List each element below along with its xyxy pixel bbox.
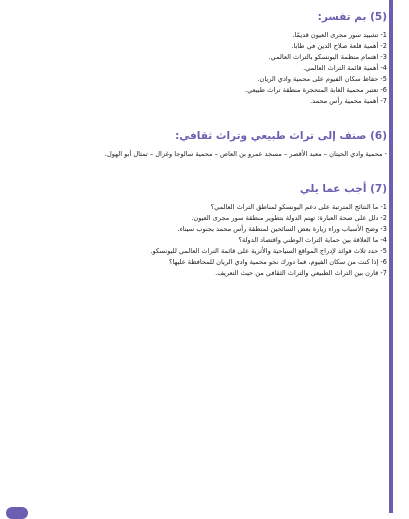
section-explain-heading: (5) بم تفسر: [317, 11, 387, 23]
list-item: 1- تشييد سور مجرى العيون قديمًا. [292, 31, 387, 39]
section-classify-heading: (6) صنف إلى تراث طبيعي وتراث ثقافي: [175, 130, 387, 142]
list-item: 6- تعتبر محمية الغابة المتحجرة منطقة تراث طبيعي. [245, 86, 387, 94]
section-explain-list [16, 30, 387, 107]
list-item: 3- اهتمام منظمة اليونسكو بالتراث العالمي. [268, 53, 387, 61]
list-item: 2- دلل على صحة العبارة: تهتم الدولة بتطوير منطقة سور مجرى العيون. [191, 214, 387, 222]
section-answer [16, 182, 387, 279]
list-item: 4- أهمية قائمة التراث العالمي. [303, 64, 387, 72]
worksheet-content [16, 10, 387, 301]
list-item: 7- أهمية محمية رأس محمد. [310, 97, 387, 105]
section-classify-line: - محمية وادي الحيتان – معبد الأقصر – مسجد عمرو بن العاص – محمية سالوجا وغزال – تمثال أبو الهول. [104, 150, 387, 158]
list-item: 7- قارن بين التراث الطبيعي والتراث الثقافي من حيث التعريف. [215, 269, 387, 277]
section-answer-heading: (7) أجب عما يلي [299, 183, 387, 195]
list-item: 2- أهمية قلعة صلاح الدين في طابا. [291, 42, 387, 50]
list-item: 1- ما النتائج المترتبة على دعم اليونسكو لمناطق التراث العالمي؟ [210, 203, 387, 211]
list-item: 6- إذا كنت من سكان الفيوم، فما دورك نحو محمية وادي الريان للمحافظة عليها؟ [168, 258, 387, 266]
page-tab-marker [6, 507, 28, 519]
section-classify [16, 129, 387, 160]
list-item: 5- حفاظ سكان الفيوم على محمية وادي الريان. [257, 75, 387, 83]
list-item: 3- وضح الأسباب وراء زيارة بعض السائحين لمنطقة رأس محمد بجنوب سيناء. [177, 225, 387, 233]
section-answer-list [16, 202, 387, 279]
list-item: 5- حدد ثلاث فوائد لإدراج المواقع السياحية والأثرية على قائمة التراث العالمي لليونسكو. [150, 247, 387, 255]
list-item: 4- ما العلاقة بين حماية التراث الوطني واقتصاد الدولة؟ [238, 236, 387, 244]
section-explain [16, 10, 387, 107]
